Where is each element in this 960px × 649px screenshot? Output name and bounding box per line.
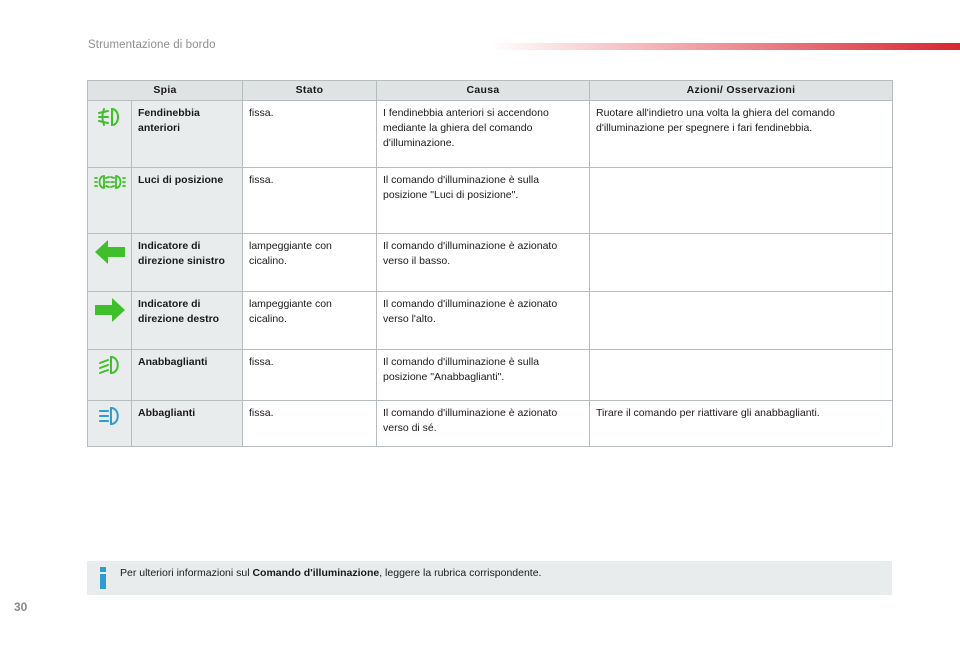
light-action [590,350,893,401]
front-fog-light-icon [96,106,124,128]
column-header-azioni: Azioni/ Osservazioni [590,81,893,101]
light-name: Luci di posizione [132,168,243,234]
light-state: fissa. [243,350,377,401]
right-turn-indicator-icon [94,297,126,323]
table-row [88,401,893,447]
column-header-stato: Stato [243,81,377,101]
info-icon [97,567,109,589]
info-text-before: Per ulteriori informazioni sul [120,567,253,579]
info-text-link-title: Comando d'illuminazione [252,567,380,579]
info-box [87,561,892,595]
left-turn-indicator-icon [94,239,126,265]
section-title: Strumentazione di bordo [88,39,216,51]
table-row [88,168,893,234]
light-name: Indicatore di direzione sinistro [132,234,243,292]
light-action [590,234,893,292]
table-header-row [88,81,893,101]
table-row [88,292,893,350]
light-cause: I fendinebbia anteriori si accendono mediante la ghiera del comando d'illuminazione. [377,101,590,168]
light-state: fissa. [243,401,377,447]
light-action [590,168,893,234]
light-state: fissa. [243,168,377,234]
light-cause: Il comando d'illuminazione è azionato verso il basso. [377,234,590,292]
light-action: Tirare il comando per riattivare gli anabbaglianti. [590,401,893,447]
position-lights-icon [94,173,126,191]
table-row [88,101,893,168]
light-state: lampeggiante con cicalino. [243,292,377,350]
light-state: fissa. [243,101,377,168]
page-number: 30 [14,600,28,614]
light-name: Indicatore di direzione destro [132,292,243,350]
light-cause: Il comando d'illuminazione è sulla posizione "Luci di posizione". [377,168,590,234]
info-text-after: , leggere la rubrica corrispondente. [379,567,542,579]
info-text [120,567,541,580]
light-action: Ruotare all'indietro una volta la ghiera del comando d'illuminazione per spegnere i fari fendinebbia. [590,101,893,168]
light-name: Abbaglianti [132,401,243,447]
table-row [88,234,893,292]
warning-lights-table [87,80,893,447]
column-header-causa: Causa [377,81,590,101]
table-row [88,350,893,401]
main-beam-icon [97,406,123,426]
light-cause: Il comando d'illuminazione è sulla posizione "Anabbaglianti". [377,350,590,401]
light-cause: Il comando d'illuminazione è azionato verso l'alto. [377,292,590,350]
light-name: Anabbaglianti [132,350,243,401]
light-state: lampeggiante con cicalino. [243,234,377,292]
light-name: Fendinebbia anteriori [132,101,243,168]
column-header-spia: Spia [88,81,243,101]
light-cause: Il comando d'illuminazione è azionato verso di sé. [377,401,590,447]
light-action [590,292,893,350]
dipped-beam-icon [97,355,123,375]
header-accent-bar [490,43,960,50]
